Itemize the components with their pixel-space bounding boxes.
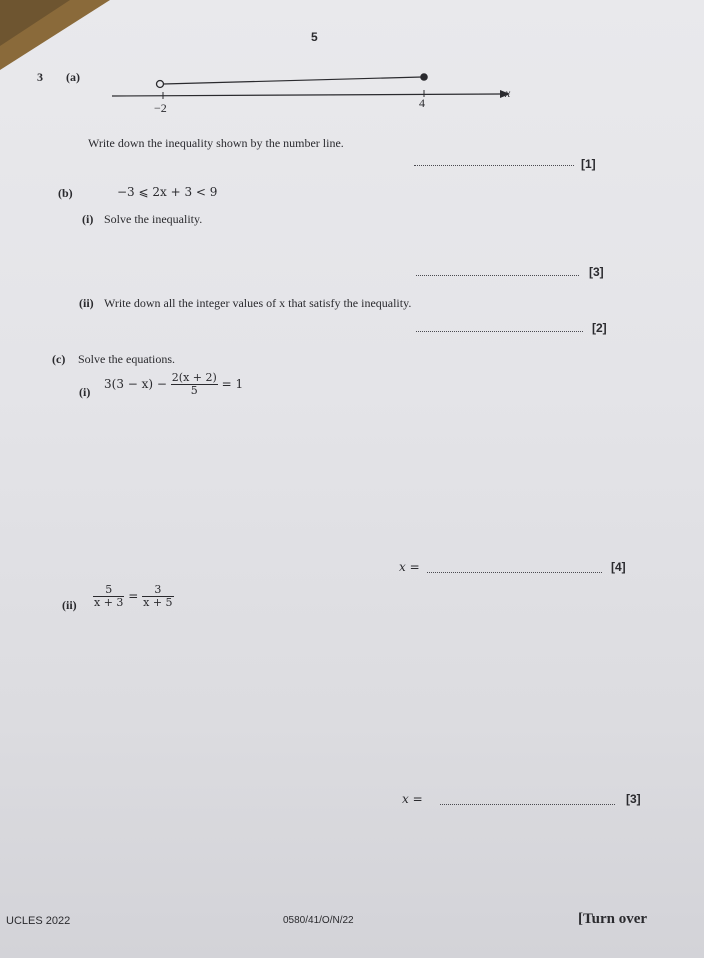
- part-b-i-label: (i): [82, 212, 94, 226]
- part-c-i-label: (i): [79, 385, 91, 399]
- answer-line-c-ii[interactable]: [440, 804, 615, 805]
- part-a-label: (a): [66, 70, 80, 84]
- part-b-ii-text: Write down all the integer values of x that satisfy the inequality.: [104, 296, 412, 310]
- part-b-label: (b): [58, 186, 73, 200]
- part-c-ii-label: (ii): [62, 598, 77, 612]
- page-number: 5: [311, 30, 318, 44]
- answer-line-b-i[interactable]: [416, 275, 579, 276]
- equation-c-ii-equals: =: [128, 589, 139, 603]
- answer-prefix-c-ii: x =: [402, 792, 423, 806]
- equation-c-ii: [93, 584, 174, 609]
- fraction-c-ii-left-denominator: x + 3: [94, 596, 124, 609]
- marks-a: [1]: [581, 157, 596, 171]
- answer-line-a[interactable]: [414, 165, 574, 166]
- fraction-c-i-denominator: 5: [190, 384, 198, 397]
- marks-b-i: [3]: [589, 265, 604, 279]
- part-b-inequality: −3 ⩽ 2x + 3 < 9: [117, 185, 218, 199]
- filled-circle-icon: [420, 73, 428, 81]
- equation-c-i: [104, 372, 243, 397]
- answer-line-c-i[interactable]: [427, 572, 602, 573]
- inequality-range-line: [163, 77, 422, 84]
- tick-label-left: −2: [154, 101, 167, 115]
- tick-label-right: 4: [419, 96, 425, 110]
- open-circle-icon: [157, 81, 164, 88]
- marks-c-i: [4]: [611, 560, 626, 574]
- part-b-ii-label: (ii): [79, 296, 94, 310]
- part-c-text: Solve the equations.: [78, 352, 175, 366]
- marks-b-ii: [2]: [592, 321, 607, 335]
- question-number: 3: [37, 70, 43, 84]
- fraction-c-ii-right: [142, 584, 173, 609]
- footer-copyright: UCLES 2022: [6, 915, 71, 927]
- fraction-c-ii-left-numerator: 5: [93, 584, 124, 597]
- axis-label: x: [505, 86, 511, 100]
- equation-c-i-left: 3(3 − x) −: [104, 377, 167, 391]
- fraction-c-i-numerator: 2(x + 2): [171, 371, 217, 384]
- answer-line-b-ii[interactable]: [416, 331, 583, 332]
- answer-prefix-c-i: x =: [399, 560, 420, 574]
- footer-turn-over: [Turn over: [578, 911, 648, 927]
- part-b-i-text: Solve the inequality.: [104, 212, 203, 226]
- footer-code: 0580/41/O/N/22: [283, 915, 354, 926]
- part-a-instruction: Write down the inequality shown by the number line.: [88, 136, 344, 150]
- equation-c-i-right: = 1: [221, 377, 244, 391]
- fraction-c-i: [171, 372, 218, 397]
- number-line-axis: [112, 94, 500, 96]
- fraction-c-ii-right-denominator: x + 5: [143, 596, 173, 609]
- part-c-label: (c): [52, 352, 66, 366]
- fraction-c-ii-right-numerator: 3: [142, 584, 173, 597]
- desk-corner-shadow: [0, 0, 70, 46]
- marks-c-ii: [3]: [626, 792, 641, 806]
- fraction-c-ii-left: [93, 584, 124, 609]
